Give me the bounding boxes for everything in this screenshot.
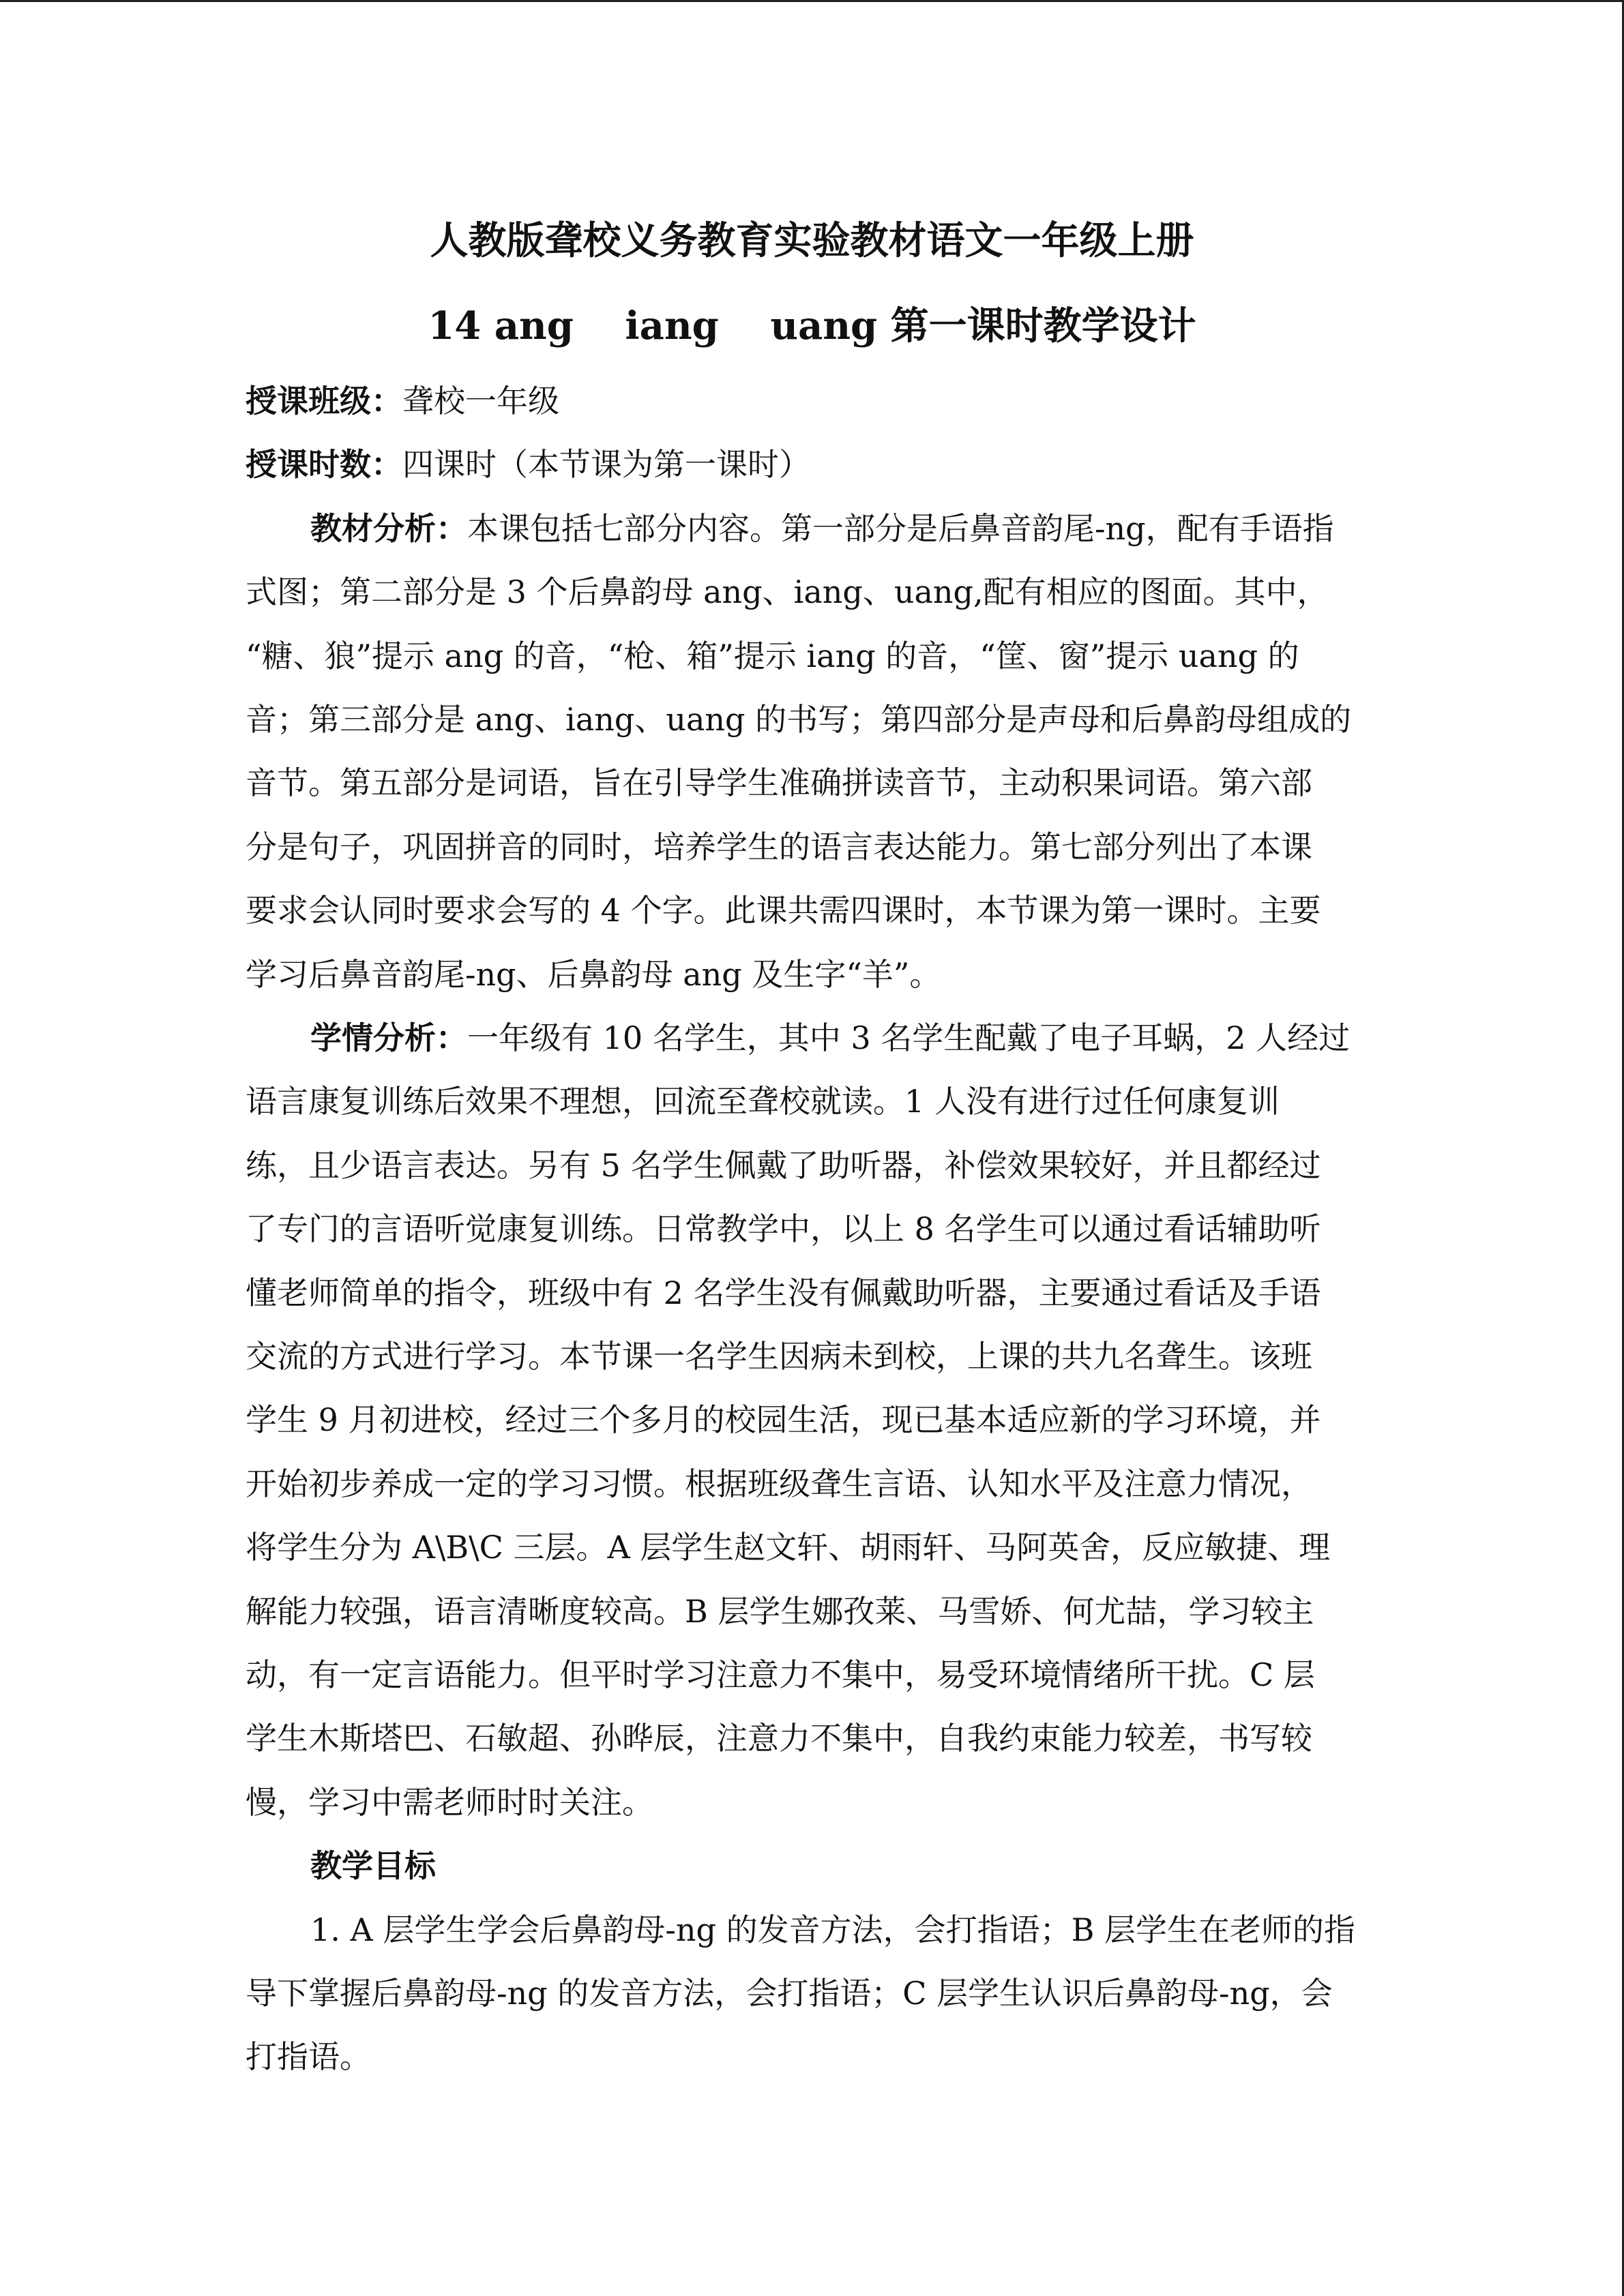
material-analysis-line xyxy=(310,505,1334,552)
paragraph-line: 将学生分为 A\B\C 三层。A 层学生赵文轩、胡雨轩、马阿英舍，反应敏捷、理 xyxy=(246,1529,1331,1566)
student-analysis-label: 学情分析： xyxy=(310,1019,467,1056)
paragraph-line: 解能力较强，语言清晰度较高。B 层学生娜孜莱、马雪娇、何尤喆，学习较主 xyxy=(246,1593,1314,1630)
paragraph-line: 懂老师简单的指令，班级中有 2 名学生没有佩戴助听器，主要通过看话及手语 xyxy=(246,1274,1321,1311)
paragraph-text: 本课包括七部分内容。第一部分是后鼻音韵尾-ng，配有手语指 xyxy=(467,510,1334,547)
class-label: 授课班级： xyxy=(246,383,402,419)
paragraph-line: 语言康复训练后效果不理想，回流至聋校就读。1 人没有进行过任何康复训 xyxy=(246,1083,1280,1120)
paragraph-line: 式图；第二部分是 3 个后鼻韵母 ang、iang、uang,配有相应的图面。其中， xyxy=(246,573,1329,610)
paragraph-line: 音节。第五部分是词语，旨在引导学生准确拼读音节，主动积果词语。第六部 xyxy=(246,764,1312,801)
class-value: 聋校一年级 xyxy=(402,383,559,419)
paragraph-line: 学生 9 月初进校，经过三个多月的校园生活，现已基本适应新的学习环境，并 xyxy=(246,1401,1321,1438)
paragraph-line: 慢，学习中需老师时时关注。 xyxy=(246,1784,653,1821)
hours-label: 授课时数： xyxy=(246,446,402,483)
goal-line: 1. A 层学生学会后鼻韵母-ng 的发音方法，会打指语；B 层学生在老师的指 xyxy=(310,1911,1356,1948)
hours-value: 四课时（本节课为第一课时） xyxy=(402,446,810,483)
document-title: 人教版聋校义务教育实验教材语文一年级上册 xyxy=(430,218,1194,263)
goal-line: 打指语。 xyxy=(246,2038,371,2075)
material-analysis-label: 教材分析： xyxy=(310,510,467,547)
paragraph-line: 动，有一定言语能力。但平时学习注意力不集中，易受环境情绪所干扰。C 层 xyxy=(246,1656,1315,1693)
paragraph-line: “糖、狼”提示 ang 的音，“枪、箱”提示 iang 的音，“筐、窗”提示 uang 的 xyxy=(246,638,1299,674)
paragraph-line: 练，且少语言表达。另有 5 名学生佩戴了助听器，补偿效果较好，并且都经过 xyxy=(246,1147,1321,1184)
paragraph-line: 了专门的言语听觉康复训练。日常教学中，以上 8 名学生可以通过看话辅助听 xyxy=(246,1210,1321,1247)
paragraph-line: 分是句子，巩固拼音的同时，培养学生的语言表达能力。第七部分列出了本课 xyxy=(246,829,1312,865)
class-row xyxy=(246,378,559,424)
hours-row xyxy=(246,441,810,488)
student-analysis-line xyxy=(310,1015,1350,1061)
paragraph-line: 音；第三部分是 ang、iang、uang 的书写；第四部分是声母和后鼻韵母组成的 xyxy=(246,701,1352,738)
document-subtitle: 14 ang iang uang 第一课时教学设计 xyxy=(428,303,1196,348)
paragraph-line: 学生木斯塔巴、石敏超、孙晔辰，注意力不集中，自我约束能力较差，书写较 xyxy=(246,1720,1312,1757)
teaching-goals-heading: 教学目标 xyxy=(310,1847,436,1884)
paragraph-line: 学习后鼻音韵尾-ng、后鼻韵母 ang 及生字“羊”。 xyxy=(246,956,941,993)
paragraph-line: 要求会认同时要求会写的 4 个字。此课共需四课时，本节课为第一课时。主要 xyxy=(246,892,1321,929)
paragraph-line: 交流的方式进行学习。本节课一名学生因病未到校，上课的共九名聋生。该班 xyxy=(246,1338,1312,1375)
goal-line: 导下掌握后鼻韵母-ng 的发音方法，会打指语；C 层学生认识后鼻韵母-ng，会 xyxy=(246,1975,1333,2012)
paragraph-line: 开始初步养成一定的学习习惯。根据班级聋生言语、认知水平及注意力情况， xyxy=(246,1465,1312,1502)
paragraph-text: 一年级有 10 名学生，其中 3 名学生配戴了电子耳蜗，2 人经过 xyxy=(467,1019,1350,1056)
